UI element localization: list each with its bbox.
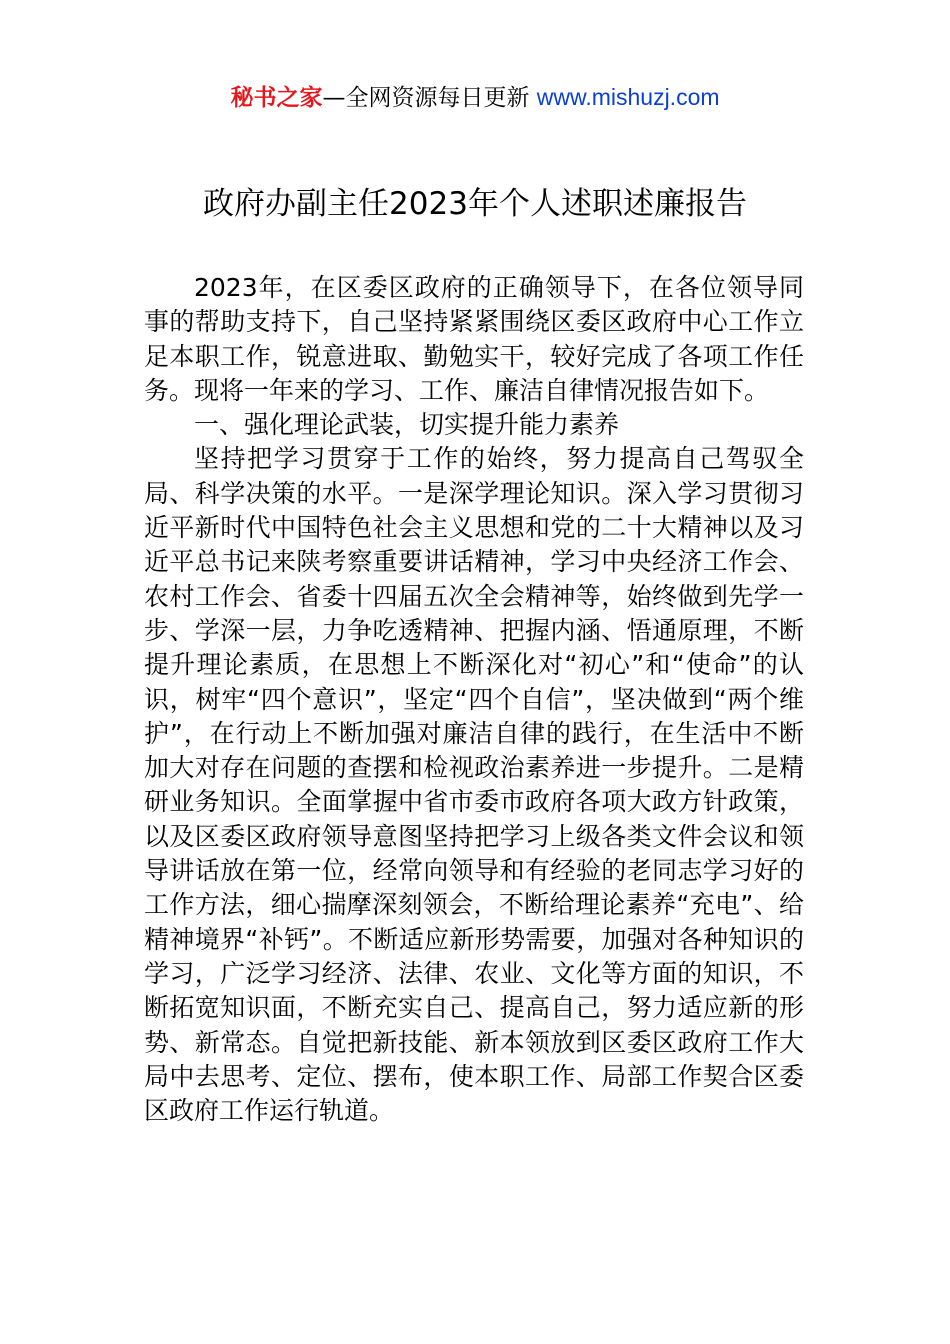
body-paragraph: 坚持把学习贯穿于工作的始终，努力提高自己驾驭全局、科学决策的水平。一是深学理论知识。深入学习贯彻习近平新时代中国特色社会主义思想和党的二十大精神以及习近平总书记来陕考察重要讲话精神，学习中央经济工作会、农村工作会、省委十四届五次全会精神等，始终做到先学一步、学深一层，力争吃透精神、把握内涵、悟通原理，不断提升理论素质，在思想上不断深化对“初心”和“使命”的认识，树牢“四个意识”，坚定“四个自信”，坚决做到“两个维护”，在行动上不断加强对廉洁自律的践行，在生活中不断加大对存在问题的查摆和检视政治素养进一步提升。二是精研业务知识。全面掌握中省市委市政府各项大政方针政策，以及区委区政府领导意图坚持把学习上级各类文件会议和领导讲话放在第一位，经常向领导和有经验的老同志学习好的工作方法，细心揣摩深刻领会，不断给理论素养“充电”、给精神境界“补钙”。不断适应新形势需要，加强对各种知识的学习，广泛学习经济、法律、农业、文化等方面的知识，不断拓宽知识面，不断充实自己、提高自己，努力适应新的形势、新常态。自觉把新技能、新本领放到区委区政府工作大局中去思考、定位、摆布，使本职工作、局部工作契合区委区政府工作运行轨道。 bbox=[144, 444, 804, 1126]
site-header bbox=[0, 80, 950, 115]
intro-paragraph: 2023年，在区委区政府的正确领导下，在各位领导同事的帮助支持下，自己坚持紧紧围绕区委区政府中心工作立足本职工作，锐意进取、勤勉实干，较好完成了各项工作任务。现将一年来的学习、工作、廉洁自律情况报告如下。 bbox=[144, 273, 804, 405]
document-body bbox=[144, 271, 804, 1128]
document-title: 政府办副主任2023年个人述职述廉报告 bbox=[203, 186, 747, 222]
site-url-link[interactable]: www.mishuzj.com bbox=[536, 84, 720, 110]
site-brand: 秘书之家 bbox=[230, 85, 323, 111]
site-slogan: —全网资源每日更新 bbox=[322, 85, 537, 111]
section-heading: 一、强化理论武装，切实提升能力素养 bbox=[194, 410, 620, 440]
